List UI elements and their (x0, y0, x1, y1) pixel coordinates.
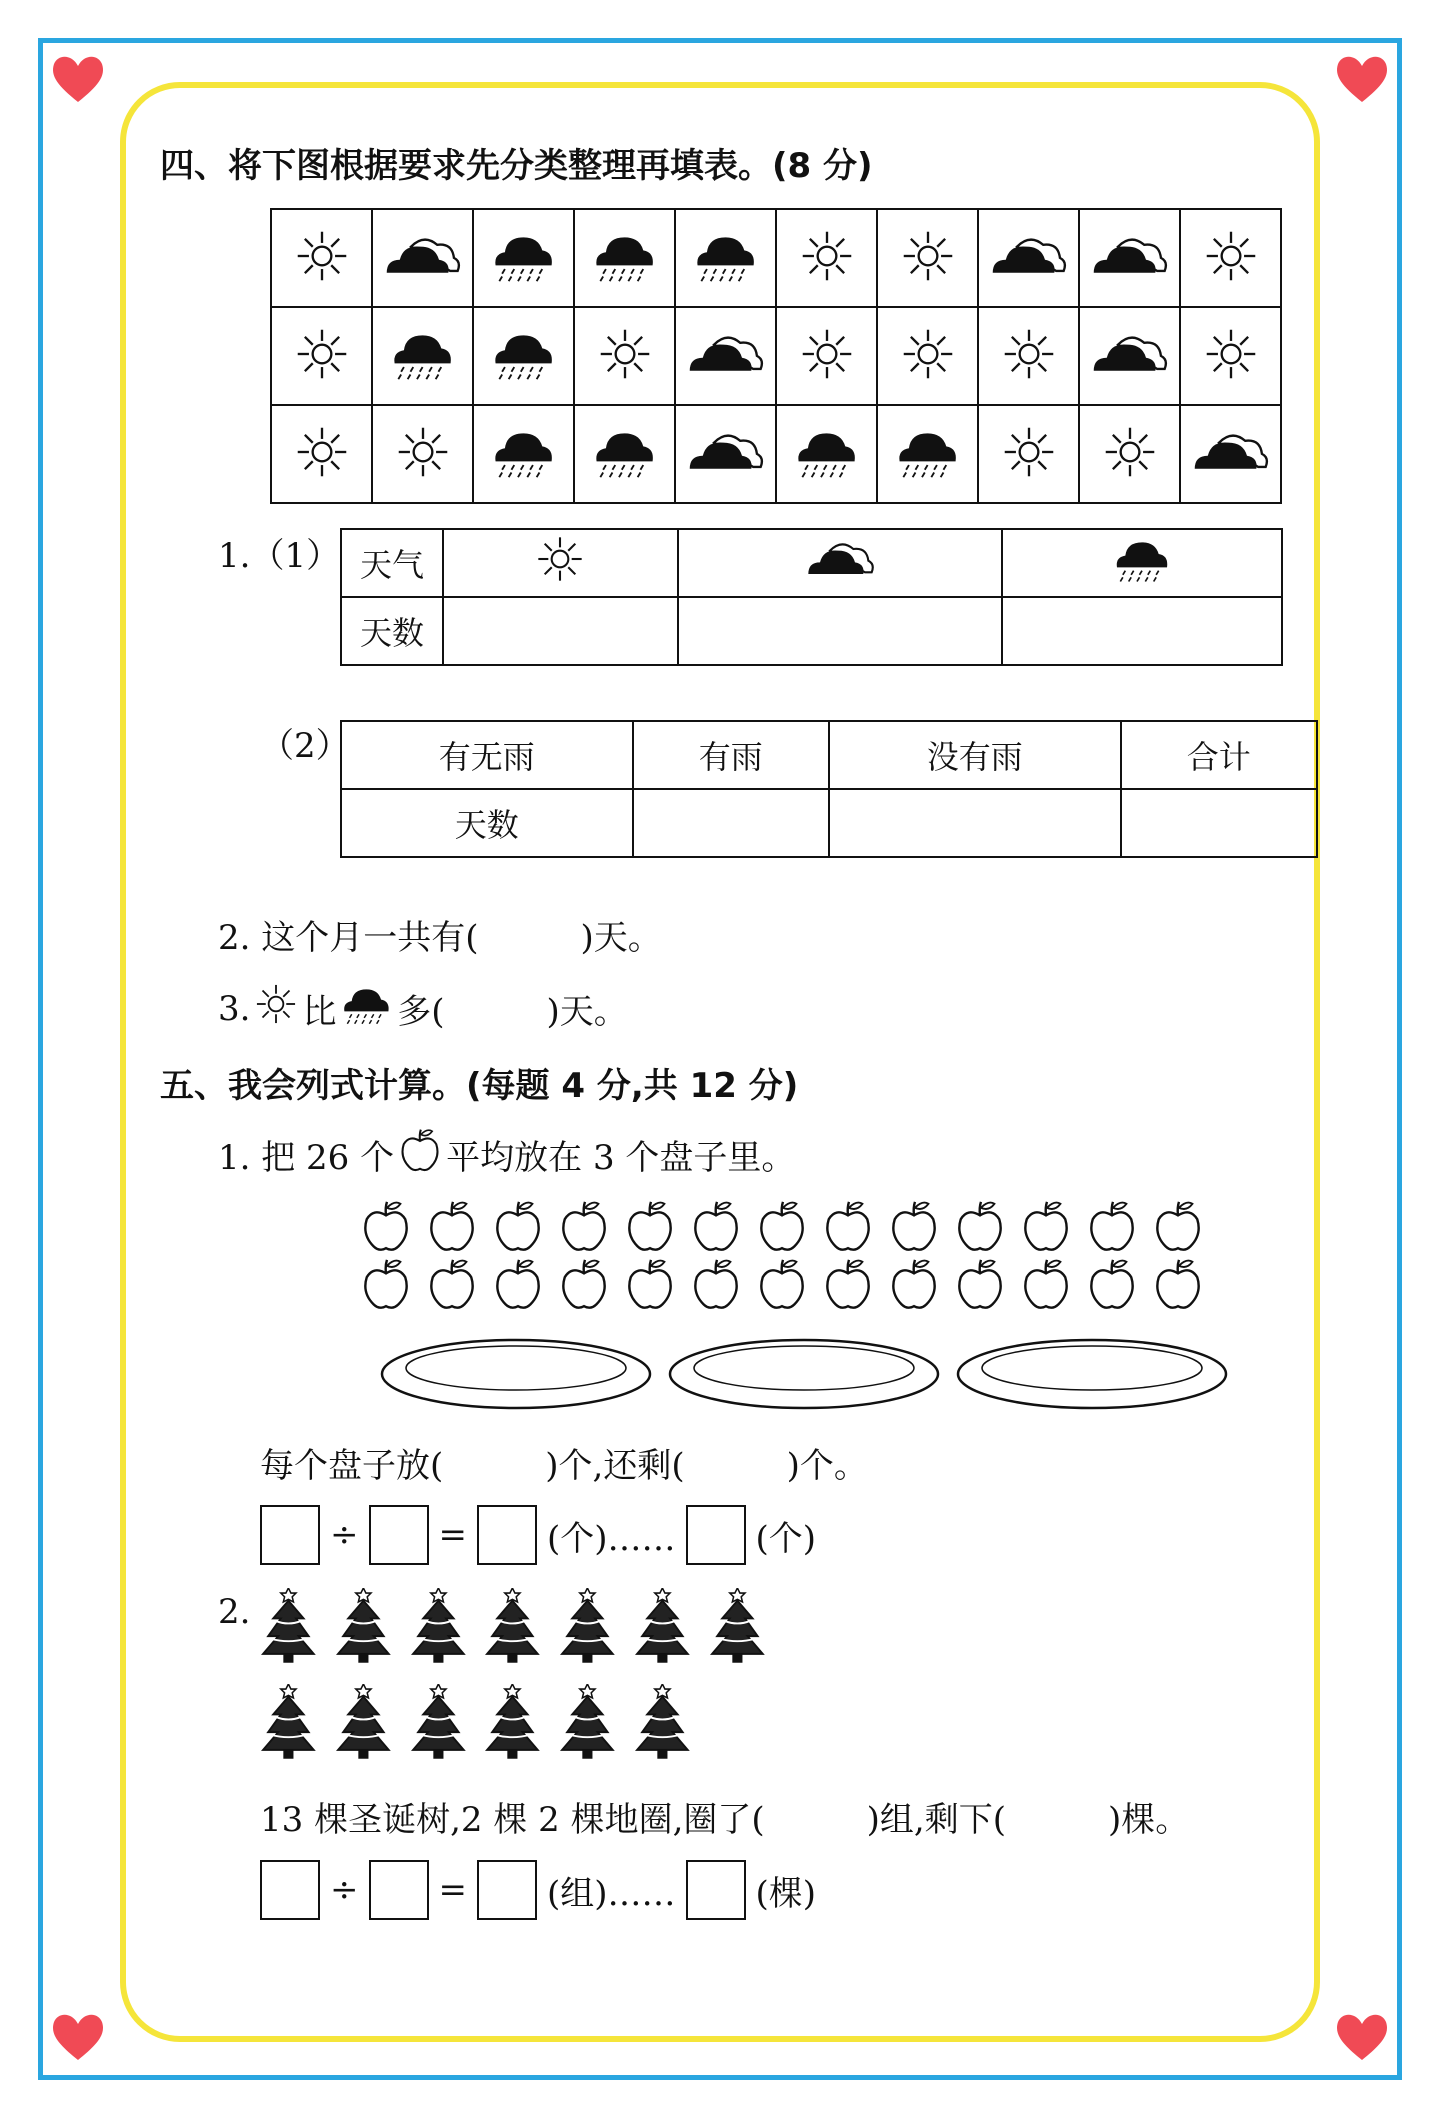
weather-cell (776, 307, 877, 405)
q2-label: （2） (260, 726, 350, 766)
weather-cell (473, 209, 574, 307)
rain-icon (793, 465, 860, 484)
weather-cell (271, 209, 372, 307)
weather-cell (1180, 307, 1281, 405)
tally-rain-icon-cell (1002, 529, 1282, 597)
sun-icon (799, 367, 855, 386)
equals-sign: = (438, 1515, 467, 1555)
header-total: 合计 (1121, 721, 1317, 789)
header-rain-or-not: 有无雨 (341, 721, 633, 789)
christmas-tree-icon (632, 1588, 693, 1668)
rain-icon (1112, 554, 1172, 592)
weather-cell (473, 405, 574, 503)
heart-icon (1332, 48, 1392, 108)
quotient-box[interactable] (477, 1505, 537, 1565)
weather-cell (372, 405, 473, 503)
weather-cell (574, 209, 675, 307)
question-apples (218, 1128, 795, 1181)
tree-group (258, 1588, 958, 1780)
apple-icon (822, 1258, 874, 1314)
christmas-tree-icon (408, 1588, 469, 1668)
rain-summary-table (340, 720, 1318, 858)
days-row-label: 天数 (341, 789, 633, 857)
apple-icon (1020, 1200, 1072, 1256)
answer-cell[interactable] (678, 597, 1003, 665)
question-total-days: 2. 这个月一共有( )天。 (218, 918, 662, 958)
heart-icon (1332, 2006, 1392, 2066)
sun-icon (1203, 269, 1259, 288)
weather-cell (1180, 405, 1281, 503)
rain-icon (490, 269, 557, 288)
weather-cell (978, 307, 1079, 405)
q3-number: 3. (218, 988, 251, 1029)
christmas-tree-icon (707, 1588, 768, 1668)
rain-icon (591, 465, 658, 484)
weather-cell (877, 405, 978, 503)
apple-group (360, 1200, 1220, 1316)
christmas-tree-icon (482, 1684, 543, 1764)
apple-icon (492, 1258, 544, 1314)
q1-label: 1.（1） (218, 536, 341, 576)
apple-icon (822, 1200, 874, 1256)
weather-cell (372, 307, 473, 405)
remainder-box[interactable] (686, 1505, 746, 1565)
apple-equation (260, 1505, 816, 1565)
rain-icon (490, 367, 557, 386)
apple-icon (492, 1200, 544, 1256)
heart-icon (48, 2006, 108, 2066)
tally-sun-icon-cell (443, 529, 678, 597)
apple-icon (954, 1200, 1006, 1256)
rain-icon (894, 465, 961, 484)
weather-cell (675, 209, 776, 307)
plate-icon (666, 1336, 942, 1416)
apple-icon (558, 1258, 610, 1314)
divide-sign: ÷ (330, 1870, 359, 1910)
christmas-tree-icon (333, 1684, 394, 1764)
weather-cell (675, 307, 776, 405)
weather-cell (271, 405, 372, 503)
apple-icon (756, 1200, 808, 1256)
apple-icon (690, 1200, 742, 1256)
rain-icon (389, 367, 456, 386)
quotient-unit: (组)…… (547, 1873, 676, 1914)
sun-icon (597, 367, 653, 386)
quotient-unit: (个)…… (547, 1518, 676, 1559)
cloud-icon (1191, 465, 1269, 484)
weather-tally-table (340, 528, 1283, 666)
tally-cloud-icon-cell (678, 529, 1003, 597)
cloud-icon (686, 367, 764, 386)
weather-cell (877, 307, 978, 405)
divisor-box[interactable] (369, 1505, 429, 1565)
answer-cell[interactable] (829, 789, 1121, 857)
christmas-tree-icon (632, 1684, 693, 1764)
heart-icon (48, 48, 108, 108)
header-rain: 有雨 (633, 721, 829, 789)
dividend-box[interactable] (260, 1860, 320, 1920)
days-row-label: 天数 (341, 597, 443, 665)
apple-icon (756, 1258, 808, 1314)
weather-cell (1180, 209, 1281, 307)
apple-icon (558, 1200, 610, 1256)
apple-icon (360, 1200, 412, 1256)
weather-cell (776, 405, 877, 503)
cloud-icon (1090, 269, 1168, 288)
christmas-tree-icon (258, 1588, 319, 1668)
answer-cell[interactable] (633, 789, 829, 857)
sun-icon (1203, 367, 1259, 386)
apple-icon (690, 1258, 742, 1314)
christmas-tree-icon (482, 1588, 543, 1668)
apple-icon (1152, 1258, 1204, 1314)
remainder-unit: (棵) (755, 1873, 817, 1914)
sun-icon (294, 367, 350, 386)
weather-picture-grid (270, 208, 1282, 504)
weather-cell (877, 209, 978, 307)
tree-equation (260, 1860, 816, 1920)
christmas-tree-icon (408, 1684, 469, 1764)
weather-cell (271, 307, 372, 405)
christmas-tree-icon (333, 1588, 394, 1668)
rain-icon (692, 269, 759, 288)
cloud-icon (686, 465, 764, 484)
divide-sign: ÷ (330, 1515, 359, 1555)
sun-icon (294, 269, 350, 288)
sun-icon (1001, 367, 1057, 386)
sun-icon (799, 269, 855, 288)
dividend-box[interactable] (260, 1505, 320, 1565)
remainder-unit: (个) (755, 1518, 817, 1559)
cloud-icon (383, 269, 461, 288)
divisor-box[interactable] (369, 1860, 429, 1920)
q2-label: 2. (218, 1592, 251, 1632)
christmas-tree-icon (557, 1684, 618, 1764)
weather-cell (372, 209, 473, 307)
weather-cell (574, 307, 675, 405)
weather-cell (574, 405, 675, 503)
christmas-tree-icon (258, 1684, 319, 1764)
apple-icon (624, 1200, 676, 1256)
sun-icon (1001, 465, 1057, 484)
plate-group (378, 1336, 1230, 1416)
cloud-icon (989, 269, 1067, 288)
apple-icon (360, 1258, 412, 1314)
weather-cell (978, 209, 1079, 307)
apple-icon (624, 1258, 676, 1314)
q1-text-b: 平均放在 3 个盘子里。 (446, 1138, 796, 1178)
sun-icon (395, 465, 451, 484)
plate-icon (954, 1336, 1230, 1416)
answer-cell[interactable] (1121, 789, 1317, 857)
q3-compare-word: 比 (302, 992, 337, 1032)
apple-icon (888, 1258, 940, 1314)
apple-icon (426, 1258, 478, 1314)
sun-icon (254, 982, 298, 1035)
apple-icon (1152, 1200, 1204, 1256)
question-sun-vs-rain (218, 982, 628, 1035)
section4-title: 四、将下图根据要求先分类整理再填表。(8 分) (160, 146, 873, 186)
weather-cell (1079, 209, 1180, 307)
weather-cell (1079, 307, 1180, 405)
sun-icon (1102, 465, 1158, 484)
sun-icon (900, 269, 956, 288)
sun-icon (900, 367, 956, 386)
remainder-box[interactable] (686, 1860, 746, 1920)
cloud-icon (805, 554, 875, 592)
quotient-box[interactable] (477, 1860, 537, 1920)
weather-cell (776, 209, 877, 307)
apple-icon (1086, 1200, 1138, 1256)
answer-cell[interactable] (443, 597, 678, 665)
header-no-rain: 没有雨 (829, 721, 1121, 789)
q3-suffix: 多( )天。 (397, 992, 628, 1032)
equals-sign: = (438, 1870, 467, 1910)
apple-fill-sentence: 每个盘子放( )个,还剩( )个。 (260, 1446, 868, 1486)
rain-icon (490, 465, 557, 484)
section5-title: 五、我会列式计算。(每题 4 分,共 12 分) (160, 1066, 799, 1106)
cloud-icon (1090, 367, 1168, 386)
apple-icon (398, 1128, 442, 1181)
apple-icon (1086, 1258, 1138, 1314)
weather-cell (978, 405, 1079, 503)
apple-icon (426, 1200, 478, 1256)
christmas-tree-icon (557, 1588, 618, 1668)
sun-icon (294, 465, 350, 484)
weather-cell (675, 405, 776, 503)
q1-text-a: 1. 把 26 个 (218, 1138, 395, 1178)
answer-cell[interactable] (1002, 597, 1282, 665)
apple-icon (954, 1258, 1006, 1314)
tree-fill-sentence: 13 棵圣诞树,2 棵 2 棵地圈,圈了( )组,剩下( )棵。 (260, 1800, 1190, 1840)
weather-cell (1079, 405, 1180, 503)
plate-icon (378, 1336, 654, 1416)
weather-cell (473, 307, 574, 405)
rain-icon (340, 982, 393, 1035)
apple-icon (888, 1200, 940, 1256)
sun-icon (535, 554, 585, 592)
rain-icon (591, 269, 658, 288)
weather-row-label: 天气 (341, 529, 443, 597)
apple-icon (1020, 1258, 1072, 1314)
